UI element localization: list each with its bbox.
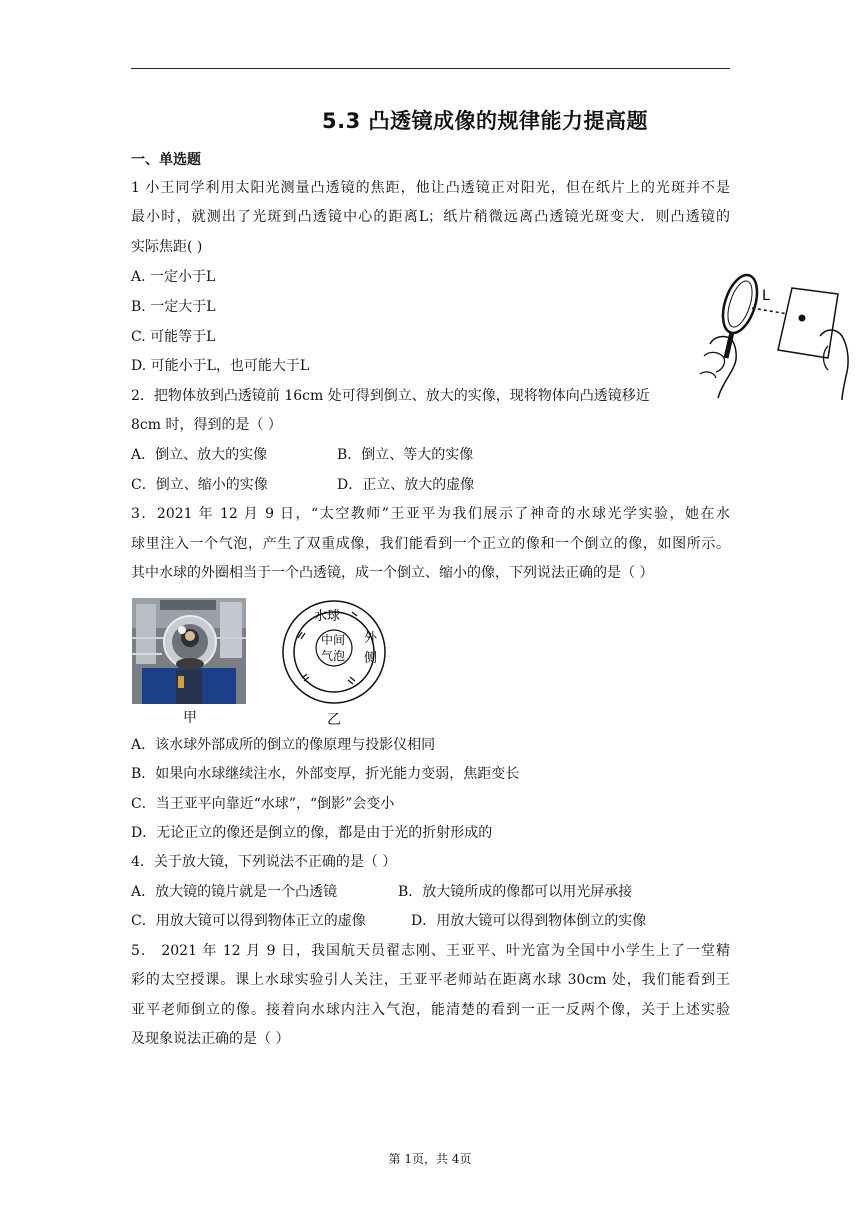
figure-label-jia: 甲: [183, 710, 197, 726]
q3-line-2: 球里注入一个气泡，产生了双重成像，我们能看到一个正立的像和一个倒立的像，如图所示。: [131, 536, 730, 552]
magnifier-figure: [696, 266, 858, 400]
section-heading: 一、单选题: [131, 152, 201, 168]
q2-option-a: A．倒立、放大的实像: [131, 447, 268, 463]
q1-line-2: 最小时，就测出了光斑到凸透镜中心的距离L；纸片稍微远离凸透镜光斑变大．则凸透镜的: [131, 209, 730, 225]
figure-label-yi: 乙: [327, 712, 341, 728]
q1-option-b: B. 一定大于L: [131, 299, 216, 315]
q1-option-a: A. 一定小于L: [131, 269, 216, 285]
q3-line-3: 其中水球的外圈相当于一个凸透镜，成一个倒立、缩小的像，下列说法正确的是（ ）: [131, 565, 654, 581]
q5-line-1: 5． 2021 年 12 月 9 日，我国航天员翟志刚、王亚平、叶光富为全国中小学生上了一堂精: [131, 943, 730, 959]
diagram-label-water-ball: 水球: [314, 609, 341, 624]
q1-option-c: C. 可能等于L: [131, 329, 216, 345]
diagram-label-outer: 外: [364, 631, 378, 646]
water-ball-photo: [132, 598, 246, 704]
q3-option-a: A．该水球外部成所的倒立的像原理与投影仪相同: [131, 737, 436, 753]
q3-option-d: D．无论正立的像还是倒立的像，都是由于光的折射形成的: [131, 825, 493, 841]
q5-line-3: 亚平老师倒立的像。接着向水球内注入气泡，能清楚的看到一正一反两个像，关于上述实验: [131, 1002, 730, 1018]
q2-line-1: 2．把物体放到凸透镜前 16cm 处可得到倒立、放大的实像，现将物体向凸透镜移近: [131, 388, 650, 404]
q2-line-2: 8cm 时，得到的是（ ）: [131, 417, 282, 433]
q4-option-d: D．用放大镜可以得到物体倒立的实像: [411, 913, 647, 929]
q1-line-3: 实际焦距( ): [131, 239, 203, 255]
header-rule: [131, 68, 730, 69]
q3-option-b: B．如果向水球继续注水，外部变厚，折光能力变弱，焦距变长: [131, 766, 520, 782]
q2-option-c: C．倒立、缩小的实像: [131, 477, 268, 493]
q3-option-c: C．当王亚平向靠近“水球”，“倒影”会变小: [131, 796, 395, 812]
q1-line-1: 1 小王同学利用太阳光测量凸透镜的焦距，他让凸透镜正对阳光，但在纸片上的光斑并不是: [131, 180, 730, 196]
q4-option-a: A．放大镜的镜片就是一个凸透镜: [131, 884, 338, 900]
diagram-label-side: 侧: [364, 651, 378, 666]
water-ball-diagram: [280, 598, 388, 706]
q2-option-d: D．正立、放大的虚像: [337, 477, 475, 493]
q3-line-1: 3．2021 年 12 月 9 日，“太空教师”王亚平为我们展示了神奇的水球光学实验，她在水: [131, 506, 730, 522]
q1-option-d: D. 可能小于L，也可能大于L: [131, 358, 310, 374]
q4-option-b: B．放大镜所成的像都可以用光屏承接: [398, 884, 633, 900]
q4-option-c: C．用放大镜可以得到物体正立的虚像: [131, 913, 366, 929]
page-footer: 第 1页，共 4页: [388, 1152, 472, 1166]
diagram-label-bubble: 气泡: [321, 649, 346, 663]
q5-line-2: 彩的太空授课。课上水球实验引人关注，王亚平老师站在距离水球 30cm 处，我们能看到王: [131, 972, 730, 988]
q2-option-b: B．倒立、等大的实像: [337, 447, 474, 463]
page-title: 5.3 凸透镜成像的规律能力提高题: [321, 109, 648, 133]
q4-line-1: 4．关于放大镜，下列说法不正确的是（ ）: [131, 854, 397, 870]
diagram-label-middle: 中间: [321, 633, 346, 647]
figure-label-L: L: [762, 288, 770, 304]
q5-line-4: 及现象说法正确的是（ ）: [131, 1031, 290, 1047]
